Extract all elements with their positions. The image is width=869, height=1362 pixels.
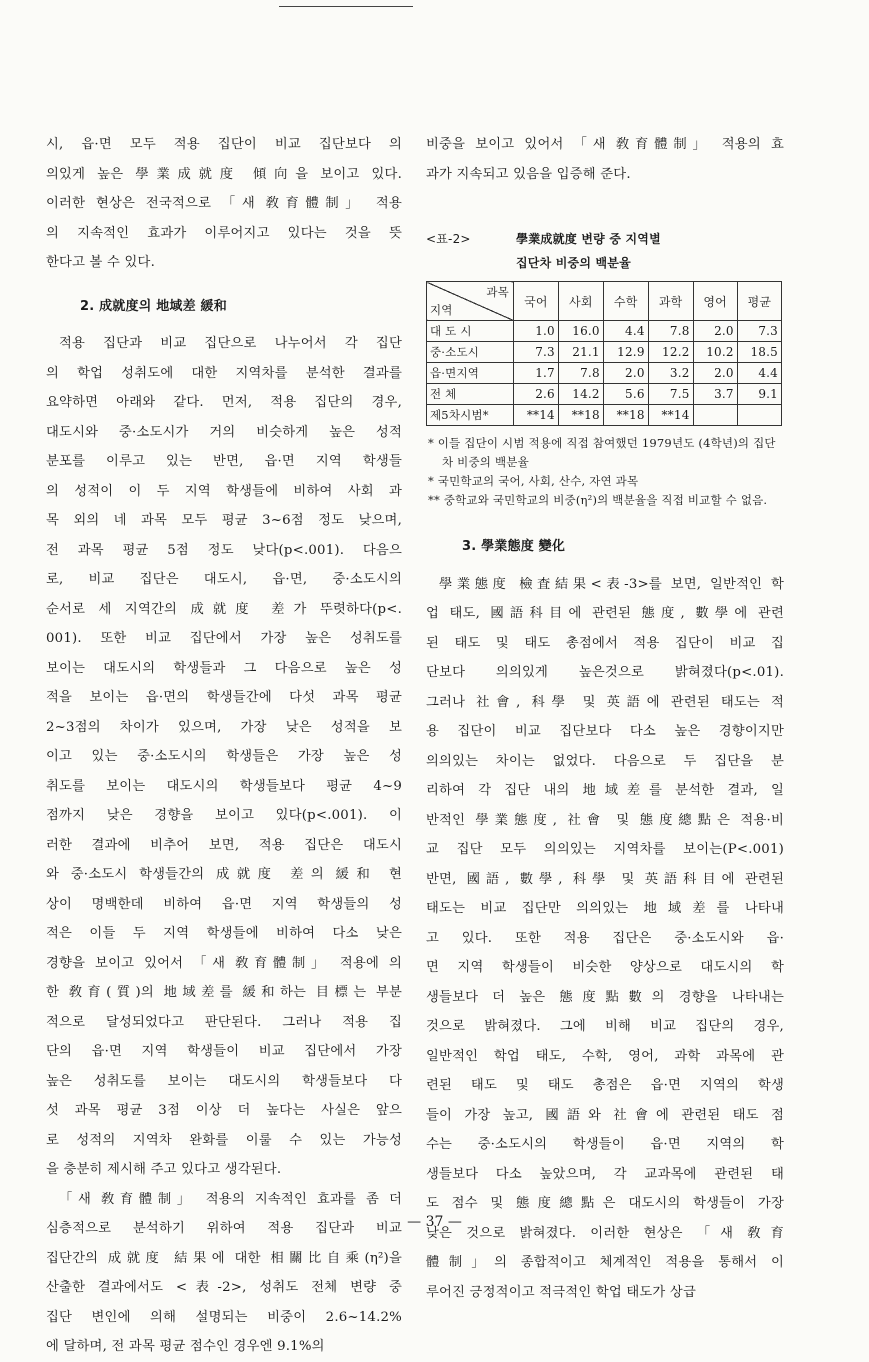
table-cell: 12.9	[603, 342, 648, 363]
text-line: 취도를 보이는 대도시의 학생들보다 평균 4~9	[46, 778, 402, 794]
paragraph-right-1	[426, 130, 784, 189]
text-line: 로, 비교 집단은 대도시, 읍·면, 중·소도시의	[46, 572, 402, 587]
table-cell: 5.6	[603, 384, 648, 405]
text-line: 업 태도, 國語科目에 관련된 態度, 數學에 관련	[426, 606, 784, 621]
text-line: 적은 이들 두 지역 학생들에 비하여 다소 낮은	[46, 926, 402, 941]
table-row	[427, 384, 782, 405]
section-heading-2: 2. 成就度의 地域差 緩和	[80, 298, 227, 314]
text-line: 반적인 學業態度, 社會 및 態度總點은 적용·비	[426, 812, 784, 828]
table-cell: 4.4	[603, 321, 648, 342]
paragraph-left-3	[46, 1185, 402, 1362]
text-line: 고 있다. 또한 적용 집단은 중·소도시와 읍·	[426, 930, 784, 946]
table-cell: 2.6	[514, 384, 559, 405]
paragraph-right-2	[426, 570, 784, 1308]
table-cell: 7.8	[648, 321, 693, 342]
table-cell: 7.8	[558, 363, 603, 384]
table-cell: 12.2	[648, 342, 693, 363]
text-line: 련된 태도 및 태도 총점은 읍·면 지역의 학생	[426, 1078, 784, 1093]
column-header: 평균	[737, 282, 781, 321]
table-cell: 10.2	[693, 342, 737, 363]
text-line: 산출한 결과에서도 <表-2>, 성취도 전체 변량 중	[46, 1280, 402, 1295]
text-line: 로 성적의 지역차 완화를 이룰 수 있는 가능성	[46, 1132, 402, 1148]
text-line: 보이는 대도시의 학생들과 그 다음으로 높은 성	[46, 660, 402, 676]
table-row	[427, 342, 782, 363]
table-cell: 16.0	[558, 321, 603, 342]
text-line: 면 지역 학생들이 비슷한 양상으로 대도시의 학	[426, 960, 784, 975]
text-line: 비중을 보이고 있어서 「새 敎育體制」 적용의 효	[426, 137, 784, 152]
table-row	[427, 363, 782, 384]
table-cell: 7.5	[648, 384, 693, 405]
text-line: 요약하면 아래와 같다. 먼저, 적용 집단의 경우,	[46, 395, 402, 410]
table-cell: 18.5	[737, 342, 781, 363]
text-line: 반면, 國語, 數學, 科學 및 英語科目에 관련된	[426, 871, 784, 887]
table-cell	[737, 405, 781, 426]
text-line: 상이 명백한데 비하여 읍·면 지역 학생들의 성	[46, 896, 402, 912]
row-header: 중·소도시	[427, 342, 514, 363]
text-line: 001). 또한 비교 집단에서 가장 높은 성취도를	[46, 631, 402, 646]
text-line: 집단 변인에 의해 설명되는 비중이 2.6~14.2%	[46, 1309, 402, 1325]
text-line: 분포를 이루고 있는 반면, 읍·면 지역 학생들	[46, 454, 402, 469]
text-line: 시, 읍·면 모두 적용 집단이 비교 집단보다 의	[46, 137, 402, 152]
text-line: 수는 중·소도시의 학생들이 읍·면 지역의 학	[426, 1137, 784, 1152]
text-line: 과가 지속되고 있음을 입증해 준다.	[426, 166, 631, 182]
table-corner-cell	[427, 282, 514, 321]
text-line: 경향을 보이고 있어서 「새 敎育體制」 적용에 의	[46, 955, 402, 971]
header-rule	[279, 6, 413, 7]
text-line: 도 점수 및 態度總點은 대도시의 학생들이 가장	[426, 1196, 784, 1211]
text-line: 들이 가장 높고, 國語와 社會에 관련된 태도 점	[426, 1107, 784, 1123]
text-line: 러한 결과에 비추어 보면, 적용 집단은 대도시	[46, 837, 402, 853]
text-line: 한 敎育(質)의 地域差를 緩和하는 目標는 부분	[46, 985, 402, 1000]
text-line: 단보다 의의있게 높은것으로 밝혀졌다(p<.01).	[426, 665, 784, 680]
text-line: 단의 읍·면 지역 학생들이 비교 집단에서 가장	[46, 1044, 402, 1059]
text-line: 의 학업 성취도에 대한 지역차를 분석한 결과를	[46, 365, 402, 381]
paragraph-left-2	[46, 329, 402, 1185]
text-line: 의 지속적인 효과가 이루어지고 있다는 것을 뜻	[46, 225, 402, 241]
row-header: 전 체	[427, 384, 514, 405]
text-line: 學業態度 檢査結果<表-3>를 보면, 일반적인 학	[439, 576, 784, 592]
table-cell: **14	[514, 405, 559, 426]
table-title-line-2: 집단차 비중의 백분율	[516, 256, 631, 270]
text-line: 일반적인 학업 태도, 수학, 영어, 과학 과목에 관	[426, 1048, 784, 1064]
table-cell: **14	[648, 405, 693, 426]
text-line: 이러한 현상은 전국적으로 「새 敎育體制」 적용	[46, 196, 402, 211]
table-label: <표-2>	[426, 232, 471, 246]
text-line: 전 과목 평균 5점 정도 낮다(p<.001). 다음으	[46, 542, 402, 558]
row-header: 제5차시범*	[427, 405, 514, 426]
table-cell: 9.1	[737, 384, 781, 405]
table-cell: 4.4	[737, 363, 781, 384]
table-caption	[426, 227, 784, 251]
text-line: 용 집단이 비교 집단보다 다소 높은 경향이지만	[426, 724, 784, 739]
text-line: 體制」의 종합적이고 체계적인 적용을 통해서 이	[426, 1255, 784, 1270]
right-column	[426, 130, 784, 1307]
table-cell: 1.0	[514, 321, 559, 342]
row-header: 읍·면지역	[427, 363, 514, 384]
corner-region-label: 지역	[430, 303, 453, 317]
column-header: 국어	[514, 282, 559, 321]
text-line: 생들보다 더 높은 態度點數의 경향을 나타내는	[426, 989, 784, 1005]
text-line: 심층적으로 분석하기 위하여 적용 집단과 비교	[46, 1221, 402, 1236]
table-cell: **18	[558, 405, 603, 426]
text-line: 된 태도 및 태도 총점에서 적용 집단이 비교 집	[426, 635, 784, 651]
table-block	[426, 227, 784, 510]
text-line: 리하여 각 집단 내의 地域差를 분석한 결과, 일	[426, 783, 784, 798]
text-line: 순서로 세 지역간의 成就度 差가 뚜렷하다(p<.	[46, 601, 402, 617]
text-line: 태도는 비교 집단만 의의있는 地域差를 나타내	[426, 901, 784, 916]
text-line: 에 달하며, 전 과목 평균 점수인 경우엔 9.1%의	[46, 1339, 325, 1354]
text-line: 와 중·소도시 학생들간의 成就度 差의 緩和 현	[46, 867, 402, 882]
text-line: 낮은 것으로 밝혀졌다. 이러한 현상은 「새 敎育	[426, 1225, 784, 1241]
table-note: * 국민학교의 국어, 사회, 산수, 자연 과목	[428, 474, 639, 488]
table-cell: 1.7	[514, 363, 559, 384]
text-line: 의있게 높은 學業成就度 傾向을 보이고 있다.	[46, 166, 402, 182]
page-number: — 37 —	[407, 1214, 462, 1230]
table-row	[427, 405, 782, 426]
text-line: 것으로 밝혀졌다. 그에 비해 비교 집단의 경우,	[426, 1019, 784, 1034]
text-line: 목 외의 네 과목 모두 평균 3~6점 정도 낮으며,	[46, 513, 402, 528]
table-cell: 3.7	[693, 384, 737, 405]
corner-subject-label: 과목	[486, 285, 509, 299]
column-header: 사회	[558, 282, 603, 321]
table-cell: 7.3	[737, 321, 781, 342]
table-note: * 이들 집단이 시범 적용에 직접 참여했던 1979년도 (4학년)의 집단차 비중의 백분율	[428, 436, 776, 469]
text-line: 의 성적이 이 두 지역 학생들에 비하여 사회 과	[46, 483, 402, 499]
table-cell: 2.0	[603, 363, 648, 384]
table-cell: 3.2	[648, 363, 693, 384]
text-line: 의의있는 차이는 없었다. 다음으로 두 집단을 분	[426, 753, 784, 769]
text-line: 생들보다 다소 높았으며, 각 교과목에 관련된 태	[426, 1166, 784, 1182]
text-line: 섯 과목 평균 3점 이상 더 높다는 사실은 앞으	[46, 1103, 402, 1118]
text-line: 적으로 달성되었다고 판단된다. 그러나 적용 집	[46, 1014, 402, 1030]
text-line: 「새 敎育體制」 적용의 지속적인 효과를 좀 더	[59, 1191, 402, 1207]
table-notes	[426, 434, 784, 510]
table-cell: 21.1	[558, 342, 603, 363]
table-title-line-1: 學業成就度 변량 중 지역별	[516, 232, 661, 246]
table-row	[427, 321, 782, 342]
text-line: 이고 있는 중·소도시의 학생들은 가장 높은 성	[46, 749, 402, 764]
table-header-row	[427, 282, 782, 321]
stats-table	[426, 281, 782, 426]
section-heading-3: 3. 學業態度 變化	[462, 539, 566, 554]
column-header: 과학	[648, 282, 693, 321]
text-line: 교 집단 모두 의의있는 지역차를 보이는(P<.001)	[426, 842, 784, 857]
text-line: 한다고 볼 수 있다.	[46, 255, 156, 270]
text-line: 루어진 긍정적이고 적극적인 학업 태도가 상급	[426, 1284, 696, 1300]
table-cell	[693, 405, 737, 426]
row-header: 대 도 시	[427, 321, 514, 342]
table-cell: **18	[603, 405, 648, 426]
table-cell: 2.0	[693, 363, 737, 384]
text-line: 을 충분히 제시해 주고 있다고 생각된다.	[46, 1162, 282, 1177]
column-header: 영어	[693, 282, 737, 321]
text-line: 대도시와 중·소도시가 거의 비슷하게 높은 성적	[46, 424, 402, 440]
text-line: 적을 보이는 읍·면의 학생들간에 다섯 과목 평균	[46, 690, 402, 705]
table-body	[427, 321, 782, 426]
text-line: 점까지 낮은 경향을 보이고 있다(p<.001). 이	[46, 808, 402, 823]
paragraph-left-1	[46, 130, 402, 278]
table-caption-2	[426, 251, 784, 275]
text-line: 2~3점의 차이가 있으며, 가장 낮은 성적을 보	[46, 719, 402, 735]
column-header: 수학	[603, 282, 648, 321]
text-line: 집단간의 成就度 結果에 대한 相關比自乘(η²)을	[46, 1250, 402, 1266]
table-cell: 7.3	[514, 342, 559, 363]
table-cell: 2.0	[693, 321, 737, 342]
left-column	[46, 130, 402, 1362]
text-line: 높은 성취도를 보이는 대도시의 학생들보다 다	[46, 1073, 402, 1089]
text-line: 적용 집단과 비교 집단으로 나누어서 각 집단	[59, 336, 402, 351]
table-cell: 14.2	[558, 384, 603, 405]
table-note: ** 중학교와 국민학교의 비중(η²)의 백분율을 직접 비교할 수 없음.	[428, 493, 768, 507]
text-line: 그러나 社會, 科學 및 英語에 관련된 태도는 적	[426, 694, 784, 710]
